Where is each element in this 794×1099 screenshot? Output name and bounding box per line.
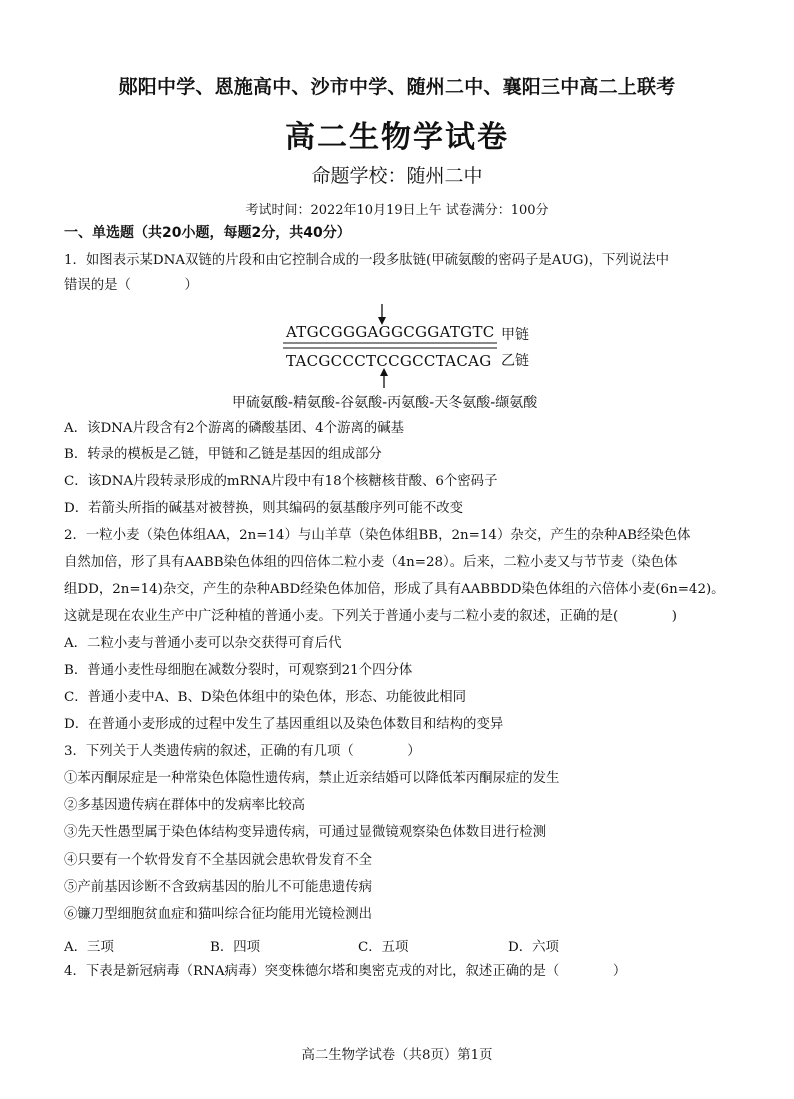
- q3-options: [64, 936, 744, 954]
- q1-option-d: D．若箭头所指的碱基对被替换，则其编码的氨基酸序列可能不改变: [64, 501, 464, 516]
- page-footer: 高二生物学试卷（共8页）第1页: [301, 1048, 493, 1063]
- q4-stem: 4．下表是新冠病毒（RNA病毒）突变株德尔塔和奥密克戎的对比，叙述正确的是（ ）: [64, 964, 627, 979]
- q3-item-5: ⑤产前基因诊断不含致病基因的胎儿不可能患遗传病: [64, 880, 372, 895]
- q2-stem-line1: 2．一粒小麦（染色体组AA，2n=14）与山羊草（染色体组BB，2n=14）杂交，产生的杂种AB经染色体: [64, 528, 691, 543]
- q3-item-1: ①苯丙酮尿症是一种常染色体隐性遗传病，禁止近亲结婚可以降低苯丙酮尿症的发生: [64, 771, 560, 786]
- strand-b-label: 乙链: [501, 353, 529, 369]
- q1-option-b: B．转录的模板是乙链，甲链和乙链是基因的组成部分: [64, 447, 382, 462]
- q3-item-4: ④只要有一个软骨发育不全基因就会患软骨发育不全: [64, 853, 372, 868]
- q3-item-6: ⑥镰刀型细胞贫血症和猫叫综合征均能用光镜检测出: [64, 907, 372, 922]
- q1-option-c: C．该DNA片段转录形成的mRNA片段中有18个核糖核苷酸、6个密码子: [64, 474, 498, 489]
- peptide-chain: 甲硫氨酸-精氨酸-谷氨酸-丙氨酸-天冬氨酸-缬氨酸: [232, 395, 538, 411]
- exam-info: 考试时间：2022年10月19日上午 试卷满分：100分: [245, 203, 549, 218]
- q2-option-d: D．在普通小麦形成的过程中发生了基因重组以及染色体数目和结构的变异: [64, 717, 504, 732]
- q3-option-b: B．四项: [210, 940, 261, 955]
- strand-a-sequence: ATGCGGGAGGCGGATGTC: [286, 323, 495, 341]
- strand-a-label: 甲链: [501, 327, 529, 343]
- q2-option-c: C．普通小麦中A、B、D染色体组中的染色体，形态、功能彼此相同: [64, 690, 467, 705]
- q3-option-d: D．六项: [508, 940, 559, 955]
- q1-option-a: A．该DNA片段含有2个游离的磷酸基团、4个游离的碱基: [64, 421, 405, 436]
- q2-stem-line2: 自然加倍，形了具有AABB染色体组的四倍体二粒小麦（4n=28）。后来，二粒小麦又与节节麦（染色体: [64, 555, 678, 570]
- q3-item-2: ②多基因遗传病在群体中的发病率比较高: [64, 798, 306, 813]
- q2-option-a: A．二粒小麦与普通小麦可以杂交获得可育后代: [64, 636, 342, 651]
- setter-school: 命题学校：随州二中: [311, 165, 483, 187]
- q3-option-a: A．三项: [64, 940, 114, 955]
- paper-title: 高二生物学试卷: [285, 120, 509, 155]
- q3-stem: 3．下列关于人类遗传病的叙述，正确的有几项（ ）: [64, 744, 421, 759]
- section-heading: 一、单选题（共20小题，每题2分，共40分）: [64, 225, 351, 241]
- q2-stem-line4: 这就是现在农业生产中广泛种植的普通小麦。下列关于普通小麦与二粒小麦的叙述，正确的是( ): [64, 609, 678, 624]
- q3-item-3: ③先天性愚型属于染色体结构变异遗传病，可通过显微镜观察染色体数目进行检测: [64, 825, 547, 840]
- q1-stem-line2: 错误的是（ ）: [64, 278, 198, 293]
- q2-stem-line3: 组DD，2n=14)杂交，产生的杂种ABD经染色体加倍，形成了具有AABBDD染色体组的六倍体小麦(6n=42)。: [64, 582, 725, 597]
- strand-b-sequence: TACGCCCTCCGCCTACAG: [286, 352, 492, 370]
- q1-stem-line1: 1．如图表示某DNA双链的片段和由它控制合成的一段多肽链(甲硫氨酸的密码子是AUG)，下列说法中: [64, 253, 669, 268]
- q3-option-c: C．五项: [358, 940, 409, 955]
- q2-option-b: B．普通小麦性母细胞在减数分裂时，可观察到21个四分体: [64, 663, 413, 678]
- schools-header: 郧阳中学、恩施高中、沙市中学、随州二中、襄阳三中高二上联考: [118, 76, 676, 98]
